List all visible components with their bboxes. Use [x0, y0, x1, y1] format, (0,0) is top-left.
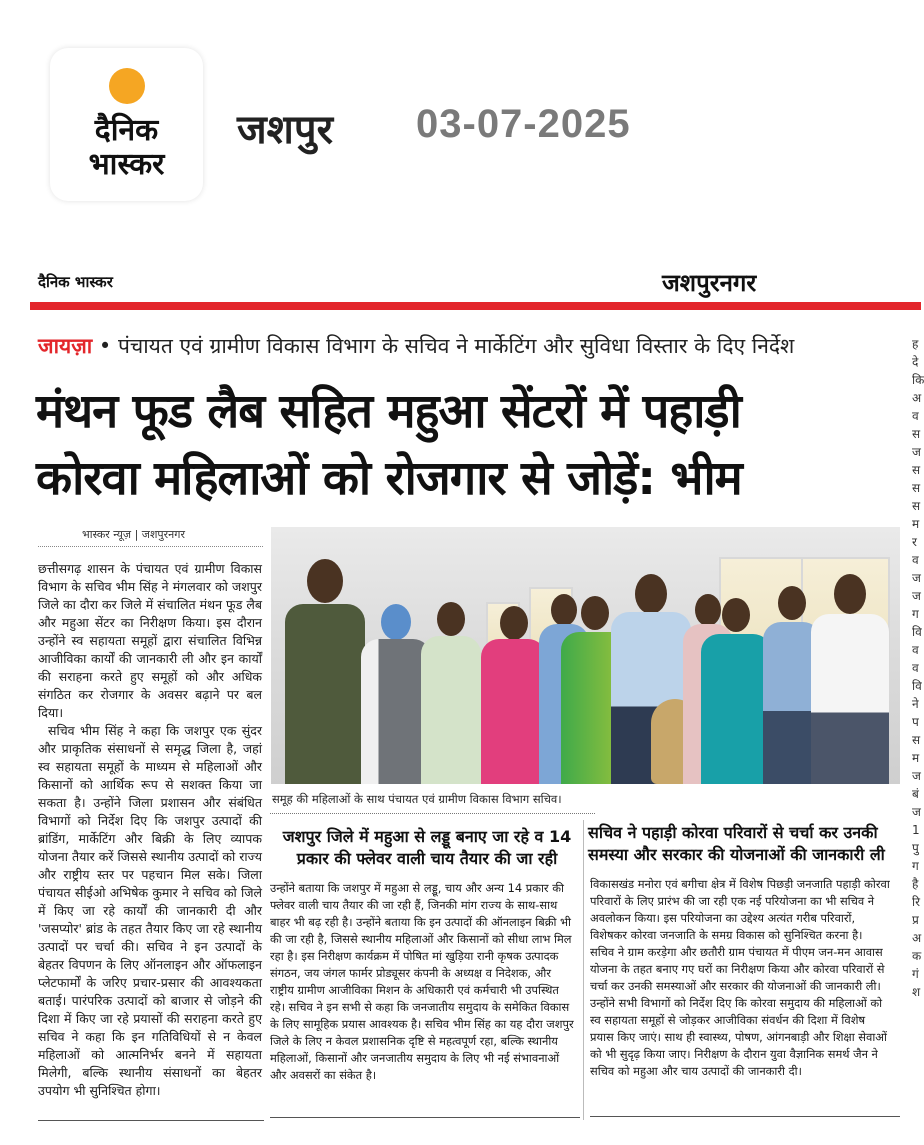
subheading-korwa-families: सचिव ने पहाड़ी कोरवा परिवारों से चर्चा कर उनकी समस्या और सरकार की योजनाओं की जानकारी ली — [588, 823, 885, 864]
photo-person — [285, 559, 365, 784]
sun-icon — [109, 68, 145, 104]
dainik-bhaskar-logo — [50, 48, 203, 201]
byline: भास्कर न्यूज़ | जशपुरनगर — [82, 528, 185, 541]
logo-text-line2: भास्कर — [88, 147, 165, 182]
edition-date: 03-07-2025 — [416, 102, 631, 146]
column-2-end-rule — [270, 1117, 580, 1118]
headline-line-1: मंथन फूड लैब सहित महुआ सेंटरों में पहाड़ी — [36, 384, 741, 439]
photo-person — [421, 602, 481, 784]
photo-caption: समूह की महिलाओं के साथ पंचायत एवं ग्रामीण विकास विभाग सचिव। — [272, 792, 562, 806]
news-photo — [271, 527, 900, 784]
adjacent-article-edge: ह दे कि अ व स ज स स स म र व ज ज ग वि व व वि ने प स म ज बं ज 1 पु ग है रि प्र अ क गं श — [912, 337, 924, 999]
red-divider — [30, 302, 921, 310]
paragraph: सचिव भीम सिंह ने कहा कि जशपुर एक सुंदर और प्राकृतिक संसाधनों से समृद्ध जिला है, जहां स्व सहायता समूहों के माध्यम से महिलाओं और किसानों को आर्थिक रूप से सशक्त किया जा सकता है। उन्होंने जिला प्रशासन और संबंधित विभागों को निर्देश दिए कि जशपुर उत्पादों की ब्रांडिंग, मार्केटिंग और बिक्री के लिए व्यापक योजना तैयार करें जिससे स्थानीय उत्पादों को राज्य और राष्ट्रीय स्तर पर पहचान मिल सके। जिला पंचायत सीईओ अभिषेक कुमार ने सचिव को जिले में किए जा रहे कार्यों की जानकारी दी और 'जसप्योर' ब्रांड के तहत तैयार किए जा रहे स्थानीय उत्पादों पर चर्चा की। सचिव ने इन उत्पादों के बेहतर विपणन के लिए ऑनलाइन और ऑफलाइन प्लेटफार्मों के जरिए प्रचार-प्रसार की आवश्यकता बताई। पारंपरिक उत्पादों को बाजार से जोड़ने की दिशा में किए जा रहे प्रयासों की सराहना करते हुए सचिव ने कहा कि इन गतिविधियों से न केवल महिलाओं को आत्मनिर्भर बनने में सहायता मिलेगी, बल्कि स्थानीय संसाधनों का बेहतर उपयोग भी सुनिश्चित होगा। — [38, 723, 262, 1098]
headline — [36, 378, 896, 512]
logo-text-line1: दैनिक — [94, 113, 159, 148]
article-column-3 — [590, 876, 890, 1080]
kicker — [38, 332, 794, 360]
article-column-2 — [270, 880, 576, 1084]
subheading-mahua-products: जशपुर जिले में महुआ से लड्डू बनाए जा रहे व 14 प्रकार की फ्लेवर वाली चाय तैयार की जा रही — [282, 827, 572, 868]
kicker-text: • पंचायत एवं ग्रामीण विकास विभाग के सचिव ने मार्केटिंग और सुविधा विस्तार के दिए निर्देश — [98, 334, 795, 358]
paragraph: उन्होंने बताया कि जशपुर में महुआ से लड्डू, चाय और अन्य 14 प्रकार की फ्लेवर वाली चाय तैयार की जा रही हैं, जिनकी मांग राज्य के साथ-साथ बाहर भी बढ़ रही है। उन्होंने बताया कि इन उत्पादों की ऑनलाइन बिक्री भी की जा रही है, जिससे स्थानीय महिलाओं और किसानों को सीधा लाभ मिल रहा है। इस निरीक्षण कार्यक्रम में पोषित मां खुड़िया रानी कृषक उत्पादक संगठन, जय जंगल फार्मर प्रोड्यूसर कंपनी के अध्यक्ष व निदेशक, और राष्ट्रीय ग्रामीण आजीविका मिशन के अधिकारी एवं कर्मचारी भी उपस्थित रहे। सचिव ने इन सभी से कहा कि जनजातीय समुदाय के समेकित विकास के लिए सामूहिक प्रयास आवश्यक है। सचिव भीम सिंह का यह दौरा जशपुर जिले के लिए न केवल प्रशासनिक दृष्टि से महत्वपूर्ण रहा, बल्कि स्थानीय महिलाओं, किसानों और जनजातीय समुदाय के लिए भी नई संभावनाओं और अवसरों का संकेत है। — [270, 881, 574, 1082]
edition-city: जशपुर — [237, 107, 333, 153]
byline-divider — [38, 546, 263, 547]
column-separator — [583, 820, 584, 1120]
paragraph: छत्तीसगढ़ शासन के पंचायत एवं ग्रामीण विकास विभाग के सचिव भीम सिंह ने मंगलवार को जशपुर जिले का दौरा कर जिले में संचालित मंथन फूड लैब और महुआ सेंटर का निरीक्षण किया। इस दौरान उन्होंने स्व सहायता समूहों द्वारा संचालित विभिन्न आजीविका कार्यों की जानकारी ली और इन कार्यों की सराहना करते हुए समूहों को और अधिक संगठित कर रोजगार के अवसर बढ़ाने पर बल दिया। — [38, 561, 262, 720]
photo-person — [811, 574, 889, 784]
paper-masthead: दैनिक भास्कर — [38, 273, 113, 291]
article-column-1 — [38, 560, 262, 1100]
paper-section-name: जशपुरनगर — [662, 269, 757, 297]
photo-person — [481, 606, 546, 784]
column-3-end-rule — [590, 1116, 900, 1117]
paragraph: विकासखंड मनोरा एवं बगीचा क्षेत्र में विशेष पिछड़ी जनजाति पहाड़ी कोरवा परिवारों के लिए प्रारंभ की जा रही एक नई परियोजना का भी सचिव ने अवलोकन किया। इस परियोजना का उद्देश्य अत्यंत गरीब परिवारों, विशेषकर कोरवा जनजाति के समग्र विकास को सुनिश्चित करना है। सचिव ने ग्राम करड़ेगा और छतौरी ग्राम पंचायत में पीएम जन-मन आवास योजना के तहत बनाए गए घरों का निरीक्षण किया और कोरवा परिवारों से चर्चा कर उनकी समस्याओं और सरकार की योजनाओं की जानकारी ली। उन्होंने सभी विभागों को निर्देश दिए कि कोरवा समुदाय की महिलाओं को स्व सहायता समूहों से जोड़कर आजीविका संवर्धन की दिशा में विशेष प्रयास किए जाएं। साथ ही स्वास्थ्य, पोषण, आंगनबाड़ी और शिक्षा सेवाओं को भी सुदृढ़ किया जाए। निरीक्षण के दौरान युवा वैज्ञानिक समर्थ जैन ने सचिव को महुआ और चाय उत्पादों की जानकारी दी। — [590, 877, 890, 1078]
caption-divider — [270, 813, 595, 814]
headline-line-2: कोरवा महिलाओं को रोजगार से जोड़ें: भीम — [36, 451, 742, 506]
column-1-end-rule — [38, 1120, 264, 1121]
photo-person — [701, 598, 771, 784]
kicker-tag: जायज़ा — [38, 334, 93, 358]
